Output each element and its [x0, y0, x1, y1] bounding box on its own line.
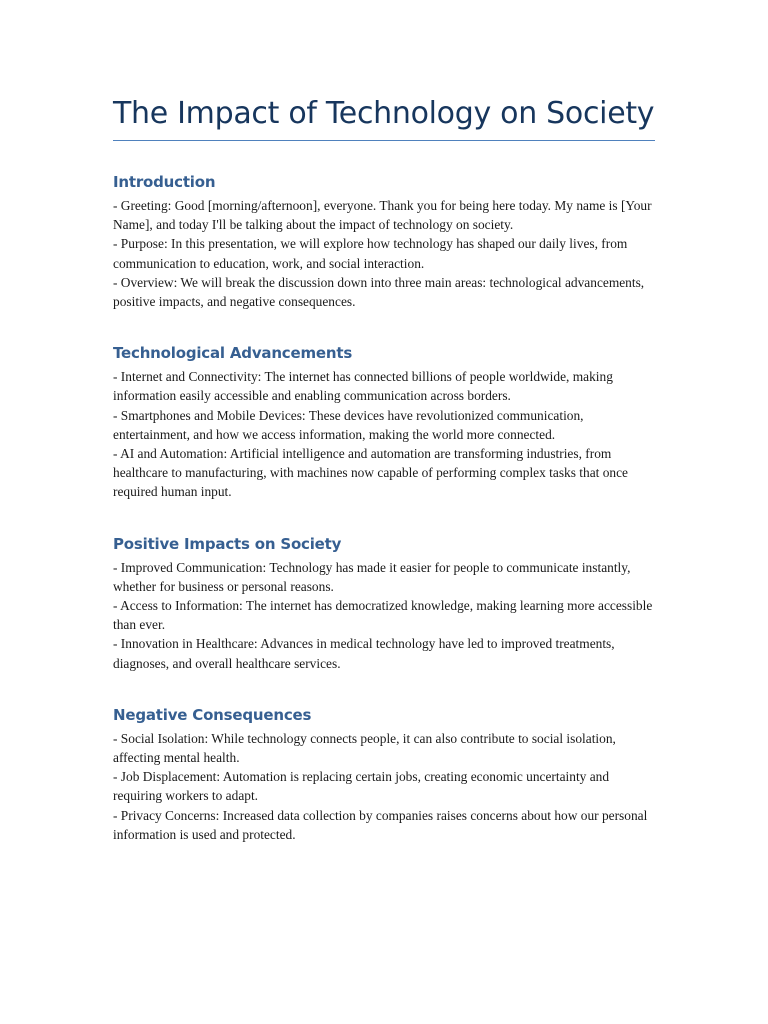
introduction-item-purpose: - Purpose: In this presentation, we will explore how technology has shaped our daily lives, from communication to education, work, and social interaction.: [113, 236, 628, 271]
negative-item-privacy: - Privacy Concerns: Increased data collection by companies raises concerns about how our personal information is used and protected.: [113, 807, 648, 842]
positive-item-communication: - Improved Communication: Technology has made it easier for people to communicate instantly, whether for business or personal reasons.: [113, 559, 631, 594]
positive-item-information: - Access to Information: The internet has democratized knowledge, making learning more accessible than ever.: [113, 598, 653, 633]
section-heading-technological-advancements: Technological Advancements: [113, 344, 353, 363]
section-heading-negative-consequences: Negative Consequences: [113, 705, 312, 724]
advancements-item-internet: - Internet and Connectivity: The internet has connected billions of people worldwide, making information easily accessible and enabling communication across borders.: [113, 369, 613, 404]
section-positive-impacts: [113, 534, 655, 673]
section-negative-consequences: [113, 705, 655, 844]
section-heading-introduction: Introduction: [113, 173, 216, 191]
section-technological-advancements: [113, 343, 655, 501]
section-introduction: [113, 172, 655, 311]
advancements-item-smartphones: - Smartphones and Mobile Devices: These devices have revolutionized communication, entertainment, and how we access information, making the world more connected.: [113, 407, 584, 442]
positive-item-healthcare: - Innovation in Healthcare: Advances in medical technology have led to improved treatments, diagnoses, and overall healthcare services.: [113, 636, 615, 671]
document-page: [113, 94, 655, 844]
negative-item-social-isolation: - Social Isolation: While technology connects people, it can also contribute to social isolation, affecting mental health.: [113, 730, 616, 766]
section-body-introduction: [113, 196, 655, 311]
section-heading-positive-impacts: Positive Impacts on Society: [113, 534, 342, 553]
section-body-positive-impacts: [113, 558, 655, 673]
negative-item-job-displacement: - Job Displacement: Automation is replacing certain jobs, creating economic uncertainty and requiring workers to adapt.: [113, 769, 610, 804]
section-body-negative-consequences: [113, 729, 655, 844]
introduction-item-overview: - Overview: We will break the discussion down into three main areas: technological advancements, positive impacts, and negative consequences.: [113, 274, 645, 310]
document-title: The Impact of Technology on Society: [113, 94, 655, 141]
section-body-technological-advancements: [113, 367, 655, 501]
advancements-item-ai-automation: - AI and Automation: Artificial intelligence and automation are transforming industries, from healthcare to manufacturing, with machines now capable of performing complex tasks that once required human input.: [113, 446, 628, 500]
introduction-item-greeting: - Greeting: Good [morning/afternoon], everyone. Thank you for being here today. My name is [Your Name], and today I'll be talking about the impact of technology on society.: [113, 198, 652, 233]
